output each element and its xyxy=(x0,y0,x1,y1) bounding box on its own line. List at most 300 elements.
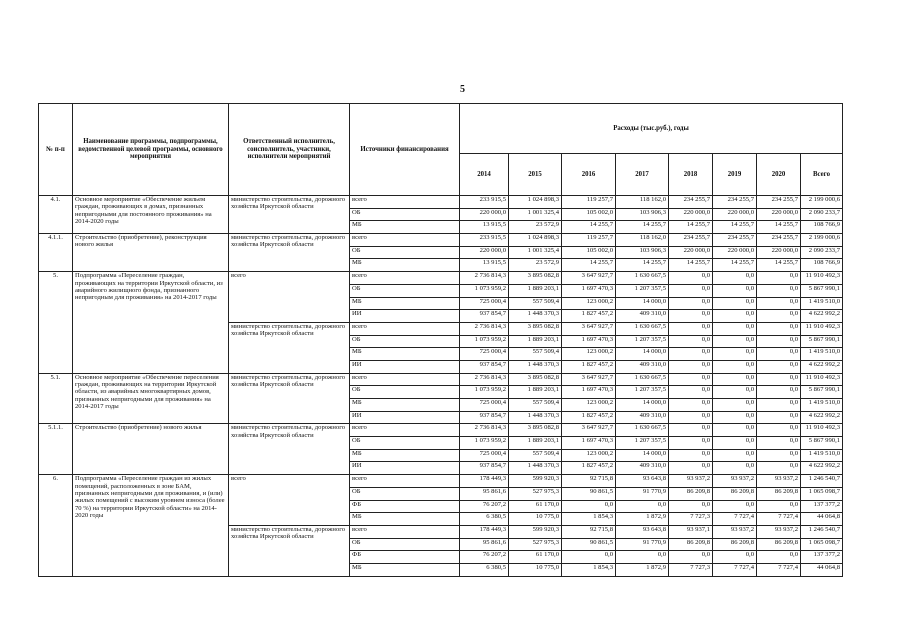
amount-cell: 0,0 xyxy=(713,411,757,424)
budget-table xyxy=(38,103,843,577)
amount-cell: 220 000,0 xyxy=(460,246,509,259)
amount-cell: 90 861,5 xyxy=(562,538,616,551)
funding-source: ИИ xyxy=(350,310,460,323)
amount-cell: 0,0 xyxy=(669,297,713,310)
amount-cell: 14 000,0 xyxy=(616,399,669,412)
header-funding-source: Источники финансирования xyxy=(350,104,460,196)
amount-cell: 7 727,4 xyxy=(757,563,801,576)
funding-source: МБ xyxy=(350,399,460,412)
amount-total: 11 910 492,3 xyxy=(801,373,843,386)
amount-cell: 119 257,7 xyxy=(562,234,616,247)
amount-cell: 220 000,0 xyxy=(757,208,801,221)
funding-source: ФБ xyxy=(350,551,460,564)
amount-cell: 3 647 927,7 xyxy=(562,424,616,437)
amount-cell: 0,0 xyxy=(669,437,713,450)
amount-cell: 3 895 082,8 xyxy=(509,272,562,285)
amount-cell: 1 207 357,5 xyxy=(616,335,669,348)
amount-cell: 1 889 203,1 xyxy=(509,335,562,348)
amount-cell: 6 380,5 xyxy=(460,513,509,526)
amount-cell: 0,0 xyxy=(713,373,757,386)
amount-total: 108 766,9 xyxy=(801,259,843,272)
amount-cell: 220 000,0 xyxy=(757,246,801,259)
amount-cell: 93 937,2 xyxy=(757,475,801,488)
amount-cell: 178 449,3 xyxy=(460,475,509,488)
amount-cell: 220 000,0 xyxy=(713,246,757,259)
amount-cell: 14 255,7 xyxy=(757,221,801,234)
amount-total: 5 867 990,1 xyxy=(801,335,843,348)
amount-cell: 233 915,5 xyxy=(460,234,509,247)
amount-cell: 7 727,3 xyxy=(669,563,713,576)
amount-cell: 1 872,9 xyxy=(616,513,669,526)
amount-cell: 1 889 203,1 xyxy=(509,437,562,450)
amount-cell: 0,0 xyxy=(757,462,801,475)
amount-cell: 92 715,8 xyxy=(562,475,616,488)
amount-total: 2 199 000,6 xyxy=(801,234,843,247)
amount-cell: 725 000,4 xyxy=(460,449,509,462)
amount-total: 5 867 990,1 xyxy=(801,437,843,450)
amount-cell: 220 000,0 xyxy=(460,208,509,221)
amount-cell: 0,0 xyxy=(713,272,757,285)
amount-total: 1 246 540,7 xyxy=(801,525,843,538)
amount-cell: 0,0 xyxy=(713,500,757,513)
amount-total: 2 090 233,7 xyxy=(801,208,843,221)
amount-cell: 1 448 370,3 xyxy=(509,462,562,475)
amount-cell: 1 024 898,3 xyxy=(509,234,562,247)
amount-cell: 937 854,7 xyxy=(460,411,509,424)
funding-source: ИИ xyxy=(350,360,460,373)
table-row xyxy=(39,196,843,209)
funding-source: МБ xyxy=(350,259,460,272)
funding-source: всего xyxy=(350,196,460,209)
row-code: 5.1.1. xyxy=(39,424,73,475)
amount-cell: 3 647 927,7 xyxy=(562,272,616,285)
amount-cell: 0,0 xyxy=(713,551,757,564)
amount-cell: 7 727,4 xyxy=(713,563,757,576)
amount-cell: 527 975,3 xyxy=(509,487,562,500)
amount-cell: 93 937,2 xyxy=(669,475,713,488)
header-program-name: Наименование программы, подпрограммы, ведомственной целевой программы, основного мероприятия xyxy=(73,104,229,196)
amount-total: 1 419 510,0 xyxy=(801,399,843,412)
amount-total: 4 622 992,2 xyxy=(801,411,843,424)
amount-cell: 1 073 959,2 xyxy=(460,284,509,297)
header-year: 2019 xyxy=(713,154,757,196)
funding-source: всего xyxy=(350,424,460,437)
amount-cell: 0,0 xyxy=(562,500,616,513)
amount-cell: 234 255,7 xyxy=(713,196,757,209)
executor-name: всего xyxy=(229,272,350,323)
funding-source: всего xyxy=(350,525,460,538)
amount-cell: 409 310,0 xyxy=(616,360,669,373)
amount-cell: 1 630 667,5 xyxy=(616,322,669,335)
amount-total: 4 622 992,2 xyxy=(801,462,843,475)
executor-name: министерство строительства, дорожного хозяйства Иркутской области xyxy=(229,525,350,576)
amount-cell: 220 000,0 xyxy=(669,208,713,221)
amount-total: 4 622 992,2 xyxy=(801,310,843,323)
amount-cell: 0,0 xyxy=(669,449,713,462)
row-code: 4.1. xyxy=(39,196,73,234)
amount-total: 5 867 990,1 xyxy=(801,386,843,399)
amount-cell: 0,0 xyxy=(713,322,757,335)
header-number: № п-п xyxy=(39,104,73,196)
amount-cell: 14 255,7 xyxy=(669,259,713,272)
amount-cell: 1 697 470,3 xyxy=(562,386,616,399)
amount-cell: 3 895 082,8 xyxy=(509,322,562,335)
amount-cell: 90 861,5 xyxy=(562,487,616,500)
funding-source: всего xyxy=(350,272,460,285)
funding-source: МБ xyxy=(350,348,460,361)
header-year: 2016 xyxy=(562,154,616,196)
amount-cell: 409 310,0 xyxy=(616,411,669,424)
amount-cell: 1 827 457,2 xyxy=(562,411,616,424)
amount-cell: 725 000,4 xyxy=(460,399,509,412)
amount-cell: 234 255,7 xyxy=(669,196,713,209)
executor-name: министерство строительства, дорожного хозяйства Иркутской области xyxy=(229,424,350,475)
program-name: Основное мероприятие «Обеспечение жильем граждан, проживающих в домах, признанных непригодными для постоянного проживания» на 2014-2020 годы xyxy=(73,196,229,234)
amount-cell: 1 854,3 xyxy=(562,563,616,576)
amount-cell: 0,0 xyxy=(669,360,713,373)
amount-cell: 0,0 xyxy=(669,373,713,386)
amount-cell: 14 255,7 xyxy=(713,221,757,234)
program-name: Строительство (приобретение) нового жилья xyxy=(73,424,229,475)
table-row xyxy=(39,272,843,285)
amount-total: 2 090 233,7 xyxy=(801,246,843,259)
amount-cell: 0,0 xyxy=(713,399,757,412)
amount-cell: 93 937,2 xyxy=(757,525,801,538)
amount-cell: 1 630 667,5 xyxy=(616,373,669,386)
amount-cell: 178 449,3 xyxy=(460,525,509,538)
amount-cell: 220 000,0 xyxy=(669,246,713,259)
amount-cell: 0,0 xyxy=(757,322,801,335)
amount-cell: 93 643,8 xyxy=(616,475,669,488)
amount-cell: 123 000,2 xyxy=(562,348,616,361)
program-name: Подпрограмма «Переселение граждан из жилых помещений, расположенных в зоне БАМ, признанных непригодными для проживания, и (или) жилых помещений с высоким уровнем износа (более 70 %) на территории Иркутской области» на 2014-2020 годы xyxy=(73,475,229,577)
amount-cell: 1 448 370,3 xyxy=(509,360,562,373)
amount-total: 5 867 990,1 xyxy=(801,284,843,297)
amount-cell: 118 162,0 xyxy=(616,196,669,209)
amount-total: 2 199 000,6 xyxy=(801,196,843,209)
amount-cell: 0,0 xyxy=(757,500,801,513)
amount-cell: 123 000,2 xyxy=(562,449,616,462)
amount-cell: 0,0 xyxy=(669,348,713,361)
header-year: 2020 xyxy=(757,154,801,196)
amount-cell: 234 255,7 xyxy=(757,234,801,247)
amount-cell: 557 509,4 xyxy=(509,348,562,361)
amount-cell: 76 207,2 xyxy=(460,500,509,513)
amount-cell: 76 207,2 xyxy=(460,551,509,564)
amount-cell: 86 209,8 xyxy=(669,487,713,500)
funding-source: ОБ xyxy=(350,487,460,500)
amount-cell: 0,0 xyxy=(757,272,801,285)
amount-total: 1 419 510,0 xyxy=(801,348,843,361)
amount-total: 1 419 510,0 xyxy=(801,297,843,310)
amount-cell: 1 207 357,5 xyxy=(616,284,669,297)
amount-cell: 86 209,8 xyxy=(757,538,801,551)
amount-cell: 92 715,8 xyxy=(562,525,616,538)
executor-name: министерство строительства, дорожного хозяйства Иркутской области xyxy=(229,373,350,424)
amount-cell: 0,0 xyxy=(713,360,757,373)
row-code: 5. xyxy=(39,272,73,374)
amount-cell: 123 000,2 xyxy=(562,399,616,412)
amount-cell: 0,0 xyxy=(669,424,713,437)
amount-cell: 0,0 xyxy=(669,411,713,424)
amount-cell: 2 736 814,3 xyxy=(460,272,509,285)
amount-cell: 557 509,4 xyxy=(509,449,562,462)
amount-cell: 0,0 xyxy=(757,297,801,310)
amount-cell: 0,0 xyxy=(616,551,669,564)
amount-cell: 86 209,8 xyxy=(713,538,757,551)
program-name: Подпрограмма «Переселение граждан, проживающих на территории Иркутской области, из аварийного жилищного фонда, признанного непригодным для проживания» на 2014-2017 годы xyxy=(73,272,229,374)
amount-cell: 937 854,7 xyxy=(460,310,509,323)
row-code: 6. xyxy=(39,475,73,577)
amount-total: 137 377,2 xyxy=(801,551,843,564)
amount-cell: 0,0 xyxy=(757,399,801,412)
amount-cell: 1 448 370,3 xyxy=(509,310,562,323)
amount-cell: 725 000,4 xyxy=(460,297,509,310)
amount-cell: 14 255,7 xyxy=(669,221,713,234)
amount-total: 1 065 098,7 xyxy=(801,487,843,500)
amount-cell: 1 889 203,1 xyxy=(509,386,562,399)
amount-cell: 2 736 814,3 xyxy=(460,373,509,386)
amount-cell: 1 827 457,2 xyxy=(562,310,616,323)
amount-cell: 91 770,9 xyxy=(616,538,669,551)
amount-cell: 103 906,3 xyxy=(616,246,669,259)
amount-cell: 0,0 xyxy=(713,424,757,437)
amount-cell: 7 727,4 xyxy=(713,513,757,526)
amount-cell: 1 697 470,3 xyxy=(562,284,616,297)
program-name: Строительство (приобретение), реконструкция нового жилья xyxy=(73,234,229,272)
header-year: 2015 xyxy=(509,154,562,196)
amount-cell: 0,0 xyxy=(757,449,801,462)
header-expenses: Расходы (тыс.руб.), годы xyxy=(460,104,843,154)
funding-source: ИИ xyxy=(350,462,460,475)
amount-cell: 1 827 457,2 xyxy=(562,462,616,475)
amount-cell: 0,0 xyxy=(669,272,713,285)
amount-cell: 3 895 082,8 xyxy=(509,373,562,386)
amount-cell: 0,0 xyxy=(713,462,757,475)
funding-source: всего xyxy=(350,373,460,386)
amount-cell: 14 255,7 xyxy=(562,259,616,272)
amount-total: 11 910 492,3 xyxy=(801,322,843,335)
amount-cell: 0,0 xyxy=(757,437,801,450)
amount-cell: 0,0 xyxy=(669,310,713,323)
executor-name: всего xyxy=(229,475,350,526)
amount-cell: 1 207 357,5 xyxy=(616,437,669,450)
amount-cell: 93 937,2 xyxy=(713,475,757,488)
row-code: 5.1. xyxy=(39,373,73,424)
funding-source: ОБ xyxy=(350,538,460,551)
amount-cell: 0,0 xyxy=(757,284,801,297)
amount-cell: 1 630 667,5 xyxy=(616,424,669,437)
amount-cell: 0,0 xyxy=(757,335,801,348)
amount-cell: 0,0 xyxy=(616,500,669,513)
funding-source: всего xyxy=(350,475,460,488)
amount-cell: 0,0 xyxy=(757,348,801,361)
amount-cell: 14 255,7 xyxy=(713,259,757,272)
amount-cell: 0,0 xyxy=(562,551,616,564)
amount-cell: 1 854,3 xyxy=(562,513,616,526)
amount-cell: 7 727,3 xyxy=(669,513,713,526)
amount-cell: 0,0 xyxy=(713,310,757,323)
amount-cell: 61 170,0 xyxy=(509,551,562,564)
amount-cell: 14 255,7 xyxy=(616,259,669,272)
funding-source: МБ xyxy=(350,221,460,234)
funding-source: МБ xyxy=(350,513,460,526)
executor-name: министерство строительства, дорожного хозяйства Иркутской области xyxy=(229,196,350,234)
amount-cell: 0,0 xyxy=(757,411,801,424)
amount-cell: 0,0 xyxy=(669,284,713,297)
table-body xyxy=(39,196,843,577)
amount-cell: 10 775,0 xyxy=(509,563,562,576)
header-total: Всего xyxy=(801,154,843,196)
amount-cell: 0,0 xyxy=(757,373,801,386)
amount-cell: 14 000,0 xyxy=(616,449,669,462)
amount-total: 1 419 510,0 xyxy=(801,449,843,462)
funding-source: ОБ xyxy=(350,335,460,348)
funding-source: МБ xyxy=(350,563,460,576)
amount-cell: 0,0 xyxy=(757,310,801,323)
amount-cell: 409 310,0 xyxy=(616,462,669,475)
amount-cell: 220 000,0 xyxy=(713,208,757,221)
amount-cell: 118 162,0 xyxy=(616,234,669,247)
funding-source: ИИ xyxy=(350,411,460,424)
amount-cell: 0,0 xyxy=(669,551,713,564)
amount-cell: 0,0 xyxy=(713,297,757,310)
amount-cell: 23 572,9 xyxy=(509,221,562,234)
table-row xyxy=(39,373,843,386)
amount-cell: 0,0 xyxy=(669,462,713,475)
amount-cell: 14 000,0 xyxy=(616,348,669,361)
funding-source: ОБ xyxy=(350,284,460,297)
funding-source: ФБ xyxy=(350,500,460,513)
program-name: Основное мероприятие «Обеспечение переселения граждан, проживающих на территории Иркутской области, из аварийных многоквартирных домов, признанных непригодными для проживания» на 2014-2017 годы xyxy=(73,373,229,424)
amount-cell: 1 697 470,3 xyxy=(562,437,616,450)
amount-cell: 1 889 203,1 xyxy=(509,284,562,297)
amount-cell: 14 255,7 xyxy=(616,221,669,234)
amount-cell: 14 000,0 xyxy=(616,297,669,310)
amount-cell: 1 073 959,2 xyxy=(460,437,509,450)
amount-cell: 95 861,6 xyxy=(460,487,509,500)
amount-cell: 2 736 814,3 xyxy=(460,424,509,437)
amount-cell: 103 906,3 xyxy=(616,208,669,221)
table-row xyxy=(39,424,843,437)
amount-cell: 13 915,5 xyxy=(460,259,509,272)
amount-cell: 0,0 xyxy=(757,386,801,399)
amount-cell: 0,0 xyxy=(757,551,801,564)
amount-cell: 1 024 898,3 xyxy=(509,196,562,209)
header-executor: Ответственный исполнитель, соисполнитель, участники, исполнители мероприятий xyxy=(229,104,350,196)
funding-source: всего xyxy=(350,322,460,335)
header-year: 2018 xyxy=(669,154,713,196)
amount-cell: 91 770,9 xyxy=(616,487,669,500)
amount-cell: 0,0 xyxy=(669,335,713,348)
amount-cell: 0,0 xyxy=(669,322,713,335)
amount-cell: 0,0 xyxy=(713,386,757,399)
amount-cell: 105 002,0 xyxy=(562,246,616,259)
amount-cell: 0,0 xyxy=(757,424,801,437)
table-row xyxy=(39,234,843,247)
amount-cell: 1 827 457,2 xyxy=(562,360,616,373)
amount-total: 4 622 992,2 xyxy=(801,360,843,373)
amount-total: 44 064,8 xyxy=(801,513,843,526)
funding-source: ОБ xyxy=(350,246,460,259)
amount-cell: 93 643,8 xyxy=(616,525,669,538)
amount-cell: 61 170,0 xyxy=(509,500,562,513)
amount-cell: 14 255,7 xyxy=(757,259,801,272)
amount-cell: 93 937,2 xyxy=(713,525,757,538)
amount-total: 44 064,8 xyxy=(801,563,843,576)
amount-cell: 0,0 xyxy=(669,386,713,399)
amount-cell: 7 727,4 xyxy=(757,513,801,526)
amount-cell: 3 647 927,7 xyxy=(562,322,616,335)
amount-total: 137 377,2 xyxy=(801,500,843,513)
amount-cell: 0,0 xyxy=(757,360,801,373)
amount-cell: 6 380,5 xyxy=(460,563,509,576)
amount-cell: 0,0 xyxy=(713,449,757,462)
amount-cell: 86 209,8 xyxy=(669,538,713,551)
amount-cell: 95 861,6 xyxy=(460,538,509,551)
amount-cell: 557 509,4 xyxy=(509,297,562,310)
amount-total: 11 910 492,3 xyxy=(801,272,843,285)
amount-cell: 1 207 357,5 xyxy=(616,386,669,399)
amount-cell: 13 915,5 xyxy=(460,221,509,234)
amount-cell: 93 937,1 xyxy=(669,525,713,538)
amount-cell: 123 000,2 xyxy=(562,297,616,310)
table-row xyxy=(39,475,843,488)
header-year: 2014 xyxy=(460,154,509,196)
amount-cell: 1 001 325,4 xyxy=(509,246,562,259)
funding-source: МБ xyxy=(350,297,460,310)
amount-cell: 105 002,0 xyxy=(562,208,616,221)
amount-cell: 0,0 xyxy=(713,335,757,348)
amount-cell: 3 895 082,8 xyxy=(509,424,562,437)
amount-cell: 3 647 927,7 xyxy=(562,373,616,386)
amount-cell: 409 310,0 xyxy=(616,310,669,323)
amount-total: 108 766,9 xyxy=(801,221,843,234)
amount-cell: 0,0 xyxy=(713,437,757,450)
amount-cell: 937 854,7 xyxy=(460,360,509,373)
amount-total: 11 910 492,3 xyxy=(801,424,843,437)
amount-cell: 1 073 959,2 xyxy=(460,386,509,399)
amount-cell: 0,0 xyxy=(669,399,713,412)
amount-cell: 599 920,3 xyxy=(509,475,562,488)
amount-cell: 599 920,3 xyxy=(509,525,562,538)
amount-cell: 527 975,3 xyxy=(509,538,562,551)
amount-cell: 557 509,4 xyxy=(509,399,562,412)
funding-source: ОБ xyxy=(350,437,460,450)
amount-cell: 1 630 667,5 xyxy=(616,272,669,285)
row-code: 4.1.1. xyxy=(39,234,73,272)
amount-cell: 0,0 xyxy=(713,348,757,361)
amount-total: 1 065 098,7 xyxy=(801,538,843,551)
executor-name: министерство строительства, дорожного хозяйства Иркутской области xyxy=(229,322,350,373)
amount-cell: 725 000,4 xyxy=(460,348,509,361)
amount-cell: 234 255,7 xyxy=(713,234,757,247)
header-year: 2017 xyxy=(616,154,669,196)
amount-cell: 234 255,7 xyxy=(669,234,713,247)
amount-cell: 937 854,7 xyxy=(460,462,509,475)
amount-cell: 2 736 814,3 xyxy=(460,322,509,335)
amount-cell: 0,0 xyxy=(713,284,757,297)
amount-cell: 1 448 370,3 xyxy=(509,411,562,424)
funding-source: МБ xyxy=(350,449,460,462)
amount-cell: 1 697 470,3 xyxy=(562,335,616,348)
amount-cell: 23 572,9 xyxy=(509,259,562,272)
amount-cell: 14 255,7 xyxy=(562,221,616,234)
funding-source: всего xyxy=(350,234,460,247)
amount-cell: 86 209,8 xyxy=(757,487,801,500)
funding-source: ОБ xyxy=(350,208,460,221)
executor-name: министерство строительства, дорожного хозяйства Иркутской области xyxy=(229,234,350,272)
